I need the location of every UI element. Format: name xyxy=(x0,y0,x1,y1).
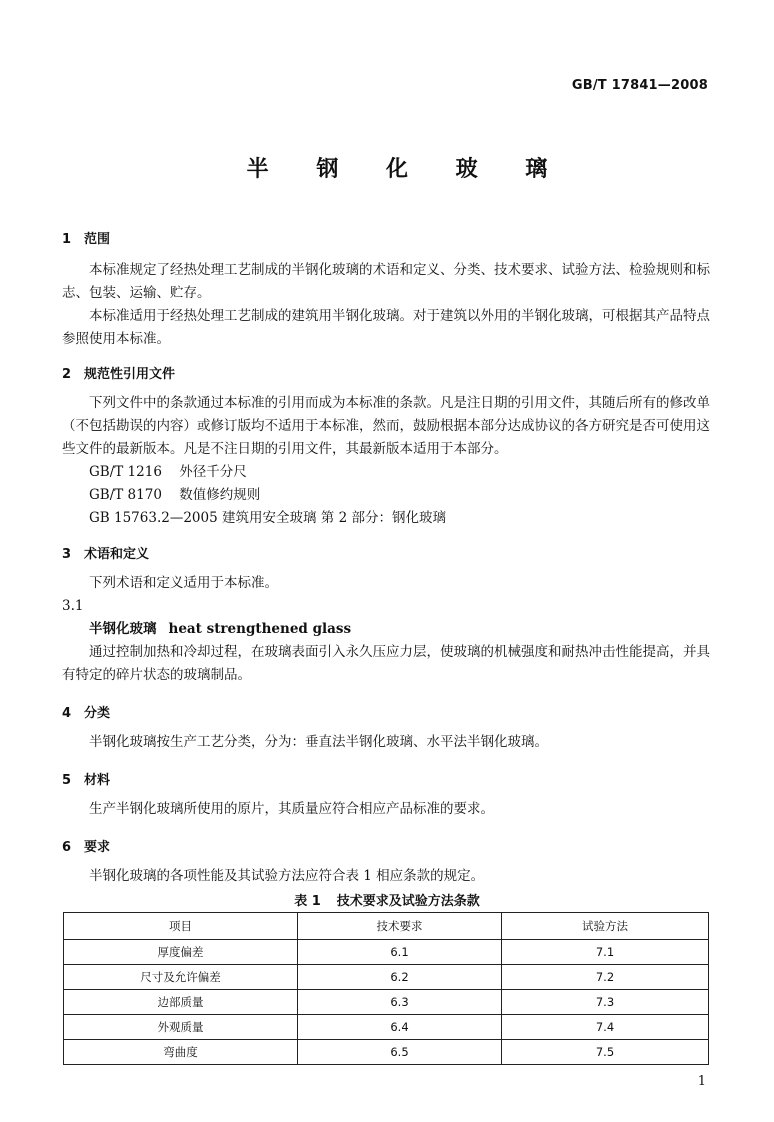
reference-item xyxy=(62,484,710,507)
requirements-body xyxy=(62,865,710,888)
table-cell: 7.4 xyxy=(502,1015,709,1040)
requirements-table xyxy=(63,912,709,1065)
reference-item xyxy=(62,461,710,484)
section-number: 3 xyxy=(62,547,72,562)
section-title: 材料 xyxy=(84,773,111,788)
paragraph: 下列文件中的条款通过本标准的引用而成为本标准的条款。凡是注日期的引用文件，其随后所有的修改单（不包括勘误的内容）或修订版均不适用于本标准，然而，鼓励根据本部分达成协议的各方研究是否可使用这些文件的最新版本。凡是不注日期的引用文件，其最新版本适用于本部分。 xyxy=(62,395,710,457)
paragraph: 生产半钢化玻璃所使用的原片，其质量应符合相应产品标准的要求。 xyxy=(89,801,494,817)
scope-paragraphs xyxy=(62,259,710,351)
paragraph: 半钢化玻璃按生产工艺分类，分为：垂直法半钢化玻璃、水平法半钢化玻璃。 xyxy=(89,734,548,750)
reference-code: GB/T 8170 xyxy=(89,487,162,503)
table-row xyxy=(64,1040,709,1065)
table-cell: 7.3 xyxy=(502,990,709,1015)
document-title: 半 钢 化 玻 璃 xyxy=(246,157,568,182)
section-title: 要求 xyxy=(84,840,111,855)
reference-code: GB 15763.2—2005 xyxy=(89,510,218,526)
section-heading xyxy=(62,769,710,788)
table-cell: 尺寸及允许偏差 xyxy=(64,965,298,990)
classification-body xyxy=(62,731,710,754)
column-header: 项目 xyxy=(64,913,298,940)
table-label: 表 1 xyxy=(294,894,321,909)
table-cell: 6.4 xyxy=(298,1015,502,1040)
reference-name: 数值修约规则 xyxy=(179,487,261,503)
table-cell: 边部质量 xyxy=(64,990,298,1015)
section-number: 2 xyxy=(62,367,72,382)
references-body xyxy=(62,392,710,530)
section-title: 分类 xyxy=(84,706,111,721)
section-heading xyxy=(62,702,710,721)
table-cell: 7.1 xyxy=(502,940,709,965)
section-heading xyxy=(62,363,710,382)
reference-name: 建筑用安全玻璃 第 2 部分：钢化玻璃 xyxy=(221,510,446,526)
table-row xyxy=(64,1015,709,1040)
section-number: 4 xyxy=(62,706,72,721)
table-row xyxy=(64,965,709,990)
table-cell: 6.3 xyxy=(298,990,502,1015)
table-cell: 厚度偏差 xyxy=(64,940,298,965)
section-title: 术语和定义 xyxy=(84,547,150,562)
paragraph: 半钢化玻璃的各项性能及其试验方法应符合表 1 相应条款的规定。 xyxy=(89,868,485,884)
section-requirements xyxy=(62,836,710,855)
terms-intro: 下列术语和定义适用于本标准。 xyxy=(89,575,278,591)
page-number: 1 xyxy=(697,1074,706,1089)
table-cell: 6.5 xyxy=(298,1040,502,1065)
table-cell: 6.1 xyxy=(298,940,502,965)
term-definition: 通过控制加热和冷却过程，在玻璃表面引入永久压应力层，使玻璃的机械强度和耐热冲击性能提高，并具有特定的碎片状态的玻璃制品。 xyxy=(62,644,710,683)
column-header: 试验方法 xyxy=(502,913,709,940)
table-caption xyxy=(0,890,774,909)
standard-code: GB/T 17841—2008 xyxy=(571,78,708,93)
column-header: 技术要求 xyxy=(298,913,502,940)
section-classification xyxy=(62,702,710,721)
table-cell: 7.2 xyxy=(502,965,709,990)
section-scope xyxy=(62,228,710,247)
table-cell: 外观质量 xyxy=(64,1015,298,1040)
subclause-number: 3.1 xyxy=(62,598,84,614)
paragraph: 本标准规定了经热处理工艺制成的半钢化玻璃的术语和定义、分类、技术要求、试验方法、检验规则和标志、包装、运输、贮存。 xyxy=(62,262,710,301)
materials-body xyxy=(62,798,710,821)
section-heading xyxy=(62,543,710,562)
section-title: 范围 xyxy=(84,232,111,247)
section-normative-references xyxy=(62,363,710,382)
reference-name: 外径千分尺 xyxy=(179,464,247,480)
paragraph: 本标准适用于经热处理工艺制成的建筑用半钢化玻璃。对于建筑以外用的半钢化玻璃，可根据其产品特点参照使用本标准。 xyxy=(62,308,710,347)
reference-item xyxy=(62,507,710,530)
section-number: 5 xyxy=(62,773,72,788)
table-header-row xyxy=(64,913,709,940)
table-row xyxy=(64,990,709,1015)
term-entry xyxy=(62,618,710,641)
section-materials xyxy=(62,769,710,788)
terms-body xyxy=(62,572,710,687)
term-chinese: 半钢化玻璃 xyxy=(89,621,157,637)
section-heading xyxy=(62,836,710,855)
table-cell: 弯曲度 xyxy=(64,1040,298,1065)
section-number: 6 xyxy=(62,840,72,855)
section-heading xyxy=(62,228,710,247)
section-number: 1 xyxy=(62,232,72,247)
table-row xyxy=(64,940,709,965)
section-terms xyxy=(62,543,710,562)
table-caption-text: 技术要求及试验方法条款 xyxy=(336,894,480,909)
table-cell: 7.5 xyxy=(502,1040,709,1065)
table-cell: 6.2 xyxy=(298,965,502,990)
reference-code: GB/T 1216 xyxy=(89,464,162,480)
term-english: heat strengthened glass xyxy=(168,621,352,637)
section-title: 规范性引用文件 xyxy=(84,367,176,382)
